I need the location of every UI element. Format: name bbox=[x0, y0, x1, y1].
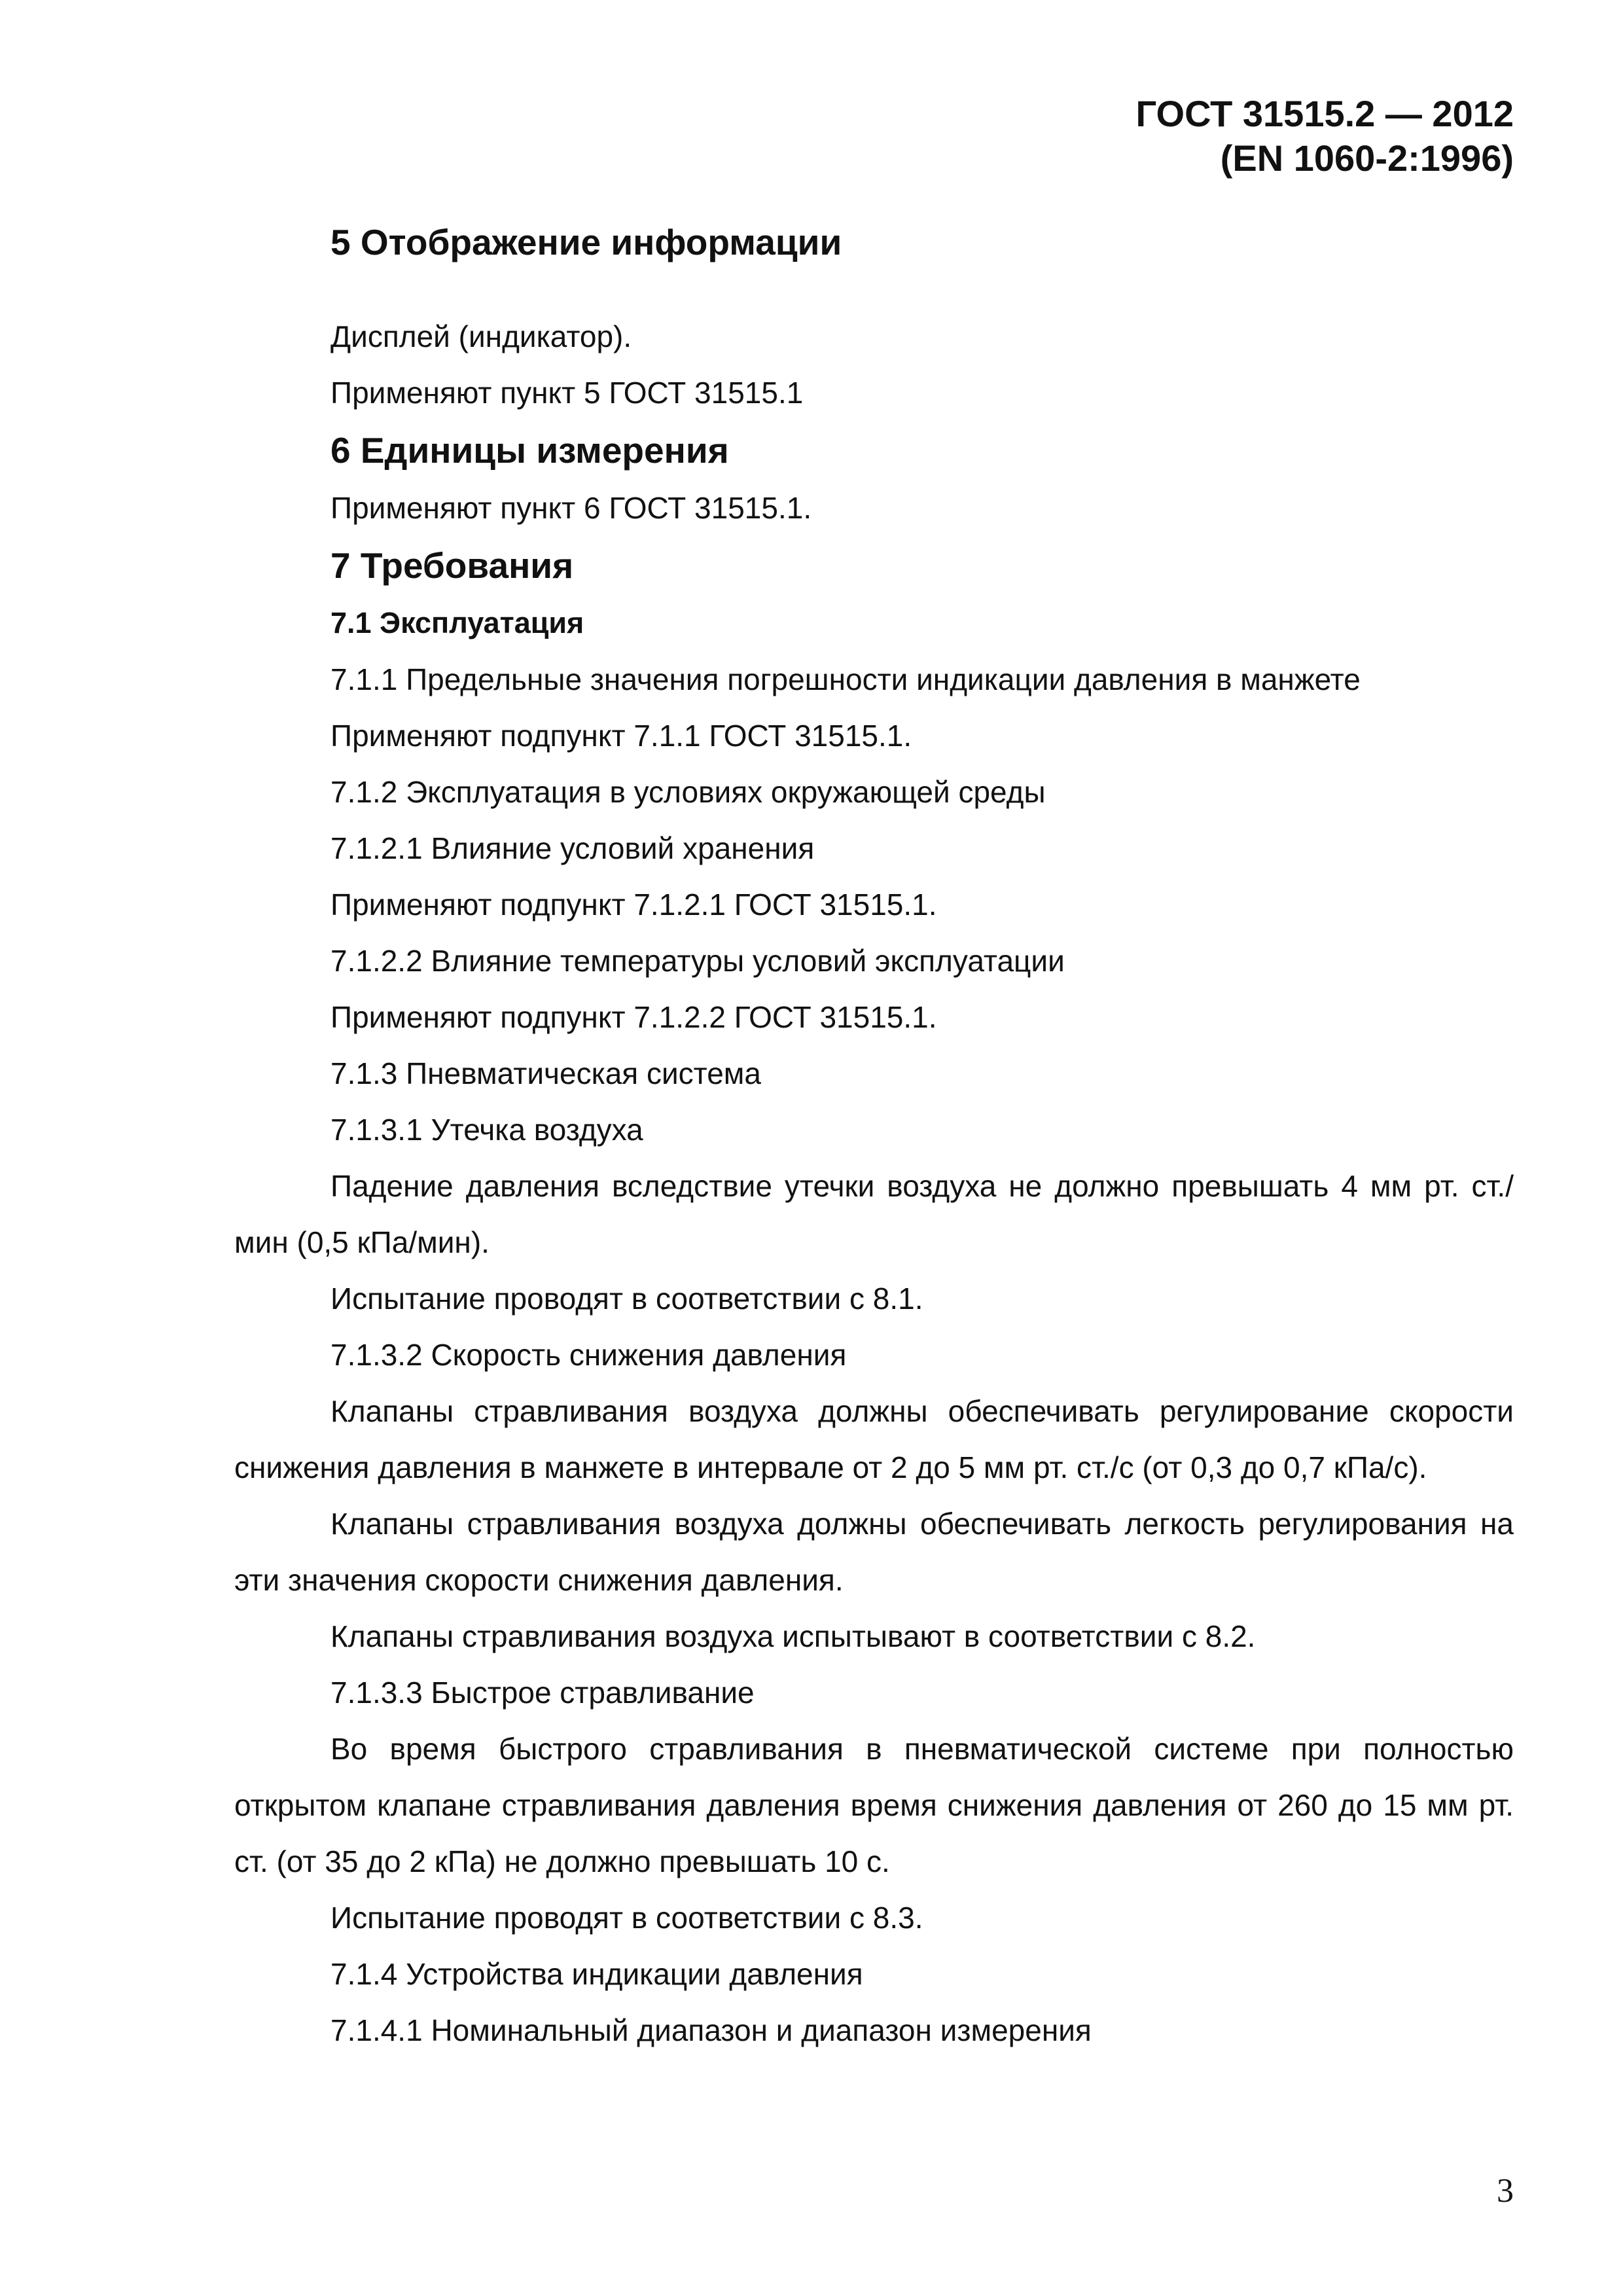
paragraph: 7.1.2 Эксплуатация в условиях окружающей среды bbox=[330, 775, 1046, 809]
paragraph: Испытание проводят в соответствии с 8.3. bbox=[330, 1901, 923, 1935]
paragraph: Во время быстрого стравливания в пневматической системе при полностью открытом клапане стравливания давления время снижения давления от 260 до 15 мм рт. ст. (от 35 до 2 кПа) не должно превышать 10 с. bbox=[234, 1732, 1514, 1878]
subsection-7-1-title: 7.1 Эксплуатация bbox=[330, 606, 584, 639]
paragraph: 7.1.1 Предельные значения погрешности индикации давления в манжете bbox=[330, 662, 1361, 696]
paragraph: Клапаны стравливания воздуха испытывают в соответствии с 8.2. bbox=[330, 1619, 1256, 1653]
paragraph: Клапаны стравливания воздуха должны обеспечивать регулирование скорости снижения давления в манжете в интервале от 2 до 5 мм рт. ст./с (от 0,3 до 0,7 кПа/с). bbox=[234, 1394, 1514, 1484]
paragraph: Применяют пункт 5 ГОСТ 31515.1 bbox=[330, 376, 804, 410]
paragraph: Падение давления вследствие утечки воздуха не должно превышать 4 мм рт. ст./мин (0,5 кПа/мин). bbox=[234, 1169, 1514, 1259]
paragraph: Дисплей (индикатор). bbox=[330, 319, 632, 353]
section-7-title: 7 Требования bbox=[330, 545, 574, 586]
paragraph: 7.1.3.2 Скорость снижения давления bbox=[330, 1338, 847, 1372]
page-number: 3 bbox=[1497, 2172, 1514, 2210]
spacer bbox=[234, 272, 1514, 308]
paragraph: 7.1.4 Устройства индикации давления bbox=[330, 1957, 863, 1991]
standard-equivalent: (EN 1060-2:1996) bbox=[1220, 137, 1514, 179]
paragraph: 7.1.2.1 Влияние условий хранения bbox=[330, 831, 815, 865]
standard-number: ГОСТ 31515.2 — 2012 bbox=[1135, 93, 1514, 134]
section-5-title: 5 Отображение информации bbox=[330, 222, 842, 262]
paragraph: 7.1.3 Пневматическая система bbox=[330, 1056, 762, 1090]
paragraph: Клапаны стравливания воздуха должны обеспечивать легкость регулирования на эти значения скорости снижения давления. bbox=[234, 1507, 1514, 1597]
paragraph: 7.1.2.2 Влияние температуры условий эксплуатации bbox=[330, 944, 1065, 978]
section-6-title: 6 Единицы измерения bbox=[330, 430, 729, 471]
paragraph: 7.1.3.3 Быстрое стравливание bbox=[330, 1676, 755, 1710]
paragraph: Применяют подпункт 7.1.2.1 ГОСТ 31515.1. bbox=[330, 888, 937, 922]
paragraph: Применяют подпункт 7.1.1 ГОСТ 31515.1. bbox=[330, 719, 912, 753]
paragraph: Применяют подпункт 7.1.2.2 ГОСТ 31515.1. bbox=[330, 1000, 937, 1034]
paragraph: Применяют пункт 6 ГОСТ 31515.1. bbox=[330, 491, 812, 525]
paragraph: 7.1.4.1 Номинальный диапазон и диапазон измерения bbox=[330, 2013, 1092, 2047]
document-header bbox=[1136, 92, 1514, 181]
paragraph: Испытание проводят в соответствии с 8.1. bbox=[330, 1282, 923, 1316]
document-body bbox=[234, 213, 1514, 2058]
paragraph: 7.1.3.1 Утечка воздуха bbox=[330, 1113, 643, 1147]
